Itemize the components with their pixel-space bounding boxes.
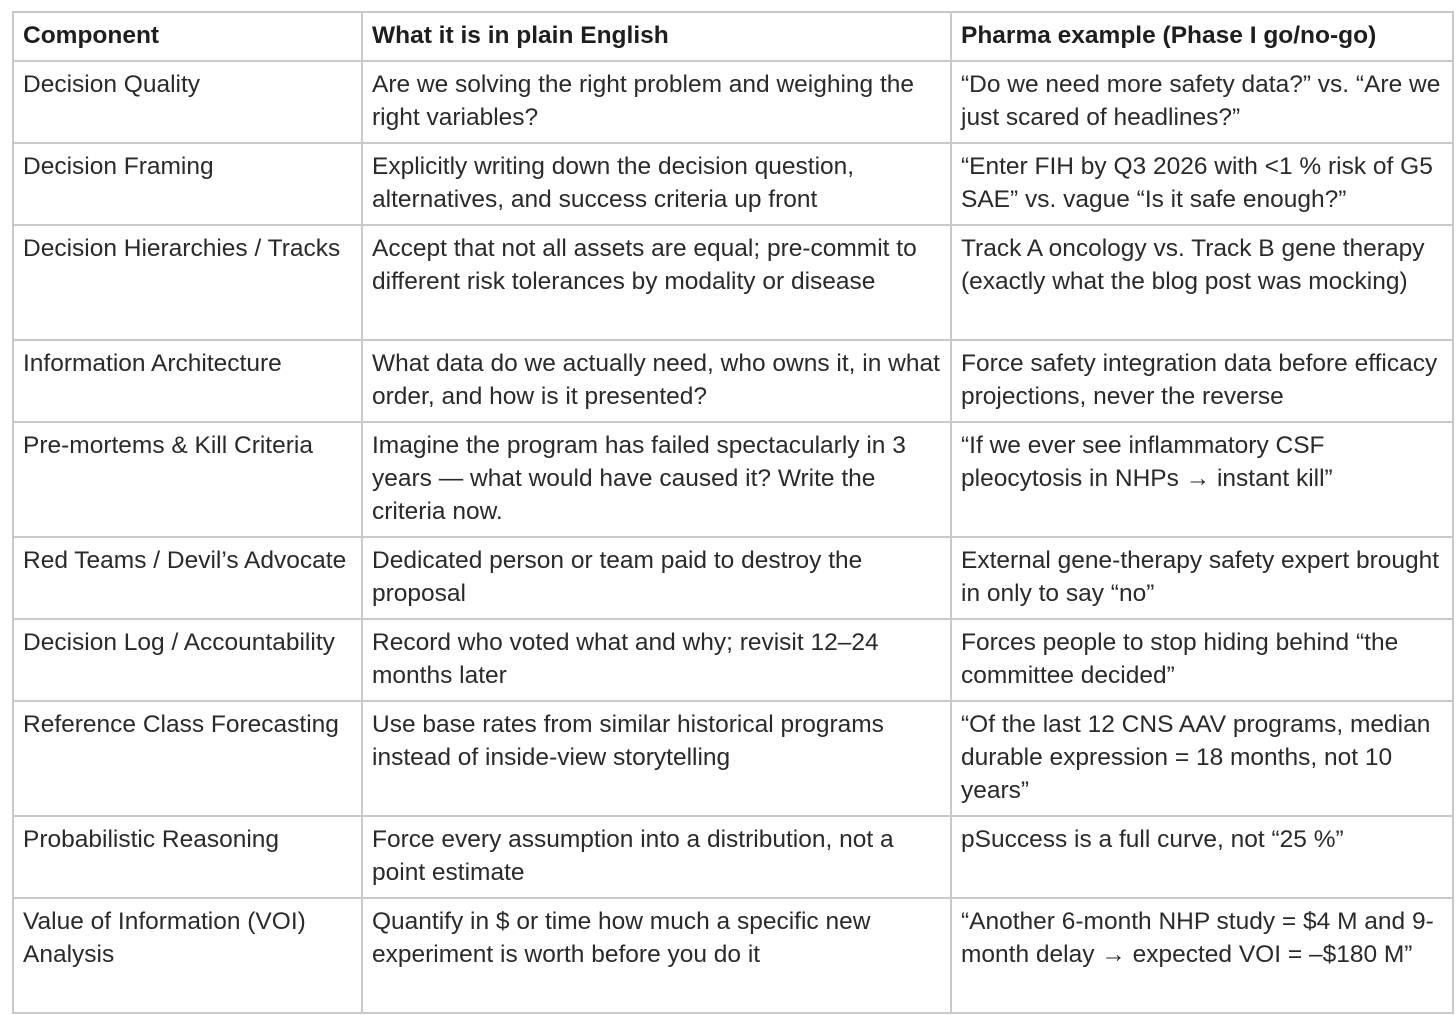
pharma-example-cell: External gene-therapy safety expert brought in only to say “no”	[951, 537, 1453, 619]
plain-english-cell: Explicitly writing down the decision question, alternatives, and success criteria up front	[362, 143, 951, 225]
pharma-example-cell: “Enter FIH by Q3 2026 with <1 % risk of G5 SAE” vs. vague “Is it safe enough?”	[951, 143, 1453, 225]
pharma-example-cell: “Do we need more safety data?” vs. “Are we just scared of headlines?”	[951, 61, 1453, 143]
plain-english-cell: Accept that not all assets are equal; pre-commit to different risk tolerances by modality or disease	[362, 225, 951, 340]
component-cell: Decision Hierarchies / Tracks	[13, 225, 362, 340]
table-row	[13, 143, 1453, 225]
plain-english-cell: Dedicated person or team paid to destroy the proposal	[362, 537, 951, 619]
component-cell: Information Architecture	[13, 340, 362, 422]
component-cell: Value of Information (VOI) Analysis	[13, 898, 362, 1013]
header-component: Component	[13, 12, 362, 61]
pharma-example-cell: “If we ever see inflammatory CSF pleocytosis in NHPs → instant kill”	[951, 422, 1453, 537]
table-row	[13, 701, 1453, 816]
component-cell: Probabilistic Reasoning	[13, 816, 362, 898]
table-row	[13, 61, 1453, 143]
component-cell: Red Teams / Devil’s Advocate	[13, 537, 362, 619]
component-cell: Pre-mortems & Kill Criteria	[13, 422, 362, 537]
comparison-table-container	[12, 11, 1452, 1014]
table-header-row	[13, 12, 1453, 61]
decision-framework-table	[12, 11, 1454, 1014]
pharma-example-cell: Force safety integration data before efficacy projections, never the reverse	[951, 340, 1453, 422]
table-row	[13, 340, 1453, 422]
table-row	[13, 225, 1453, 340]
plain-english-cell: Quantify in $ or time how much a specific new experiment is worth before you do it	[362, 898, 951, 1013]
header-pharma-example: Pharma example (Phase I go/no-go)	[951, 12, 1453, 61]
table-row	[13, 537, 1453, 619]
table-row	[13, 898, 1453, 1013]
pharma-example-cell: Forces people to stop hiding behind “the committee decided”	[951, 619, 1453, 701]
plain-english-cell: Use base rates from similar historical programs instead of inside-view storytelling	[362, 701, 951, 816]
pharma-example-cell: pSuccess is a full curve, not “25 %”	[951, 816, 1453, 898]
table-row	[13, 816, 1453, 898]
pharma-example-cell: Track A oncology vs. Track B gene therapy (exactly what the blog post was mocking)	[951, 225, 1453, 340]
pharma-example-cell: “Another 6-month NHP study = $4 M and 9-month delay → expected VOI = –$180 M”	[951, 898, 1453, 1013]
component-cell: Decision Log / Accountability	[13, 619, 362, 701]
table-row	[13, 422, 1453, 537]
plain-english-cell: What data do we actually need, who owns it, in what order, and how is it presented?	[362, 340, 951, 422]
plain-english-cell: Record who voted what and why; revisit 12–24 months later	[362, 619, 951, 701]
plain-english-cell: Imagine the program has failed spectacularly in 3 years — what would have caused it? Write the criteria now.	[362, 422, 951, 537]
pharma-example-cell: “Of the last 12 CNS AAV programs, median durable expression = 18 months, not 10 years”	[951, 701, 1453, 816]
table-row	[13, 619, 1453, 701]
plain-english-cell: Force every assumption into a distribution, not a point estimate	[362, 816, 951, 898]
component-cell: Decision Framing	[13, 143, 362, 225]
component-cell: Reference Class Forecasting	[13, 701, 362, 816]
plain-english-cell: Are we solving the right problem and weighing the right variables?	[362, 61, 951, 143]
component-cell: Decision Quality	[13, 61, 362, 143]
header-plain-english: What it is in plain English	[362, 12, 951, 61]
